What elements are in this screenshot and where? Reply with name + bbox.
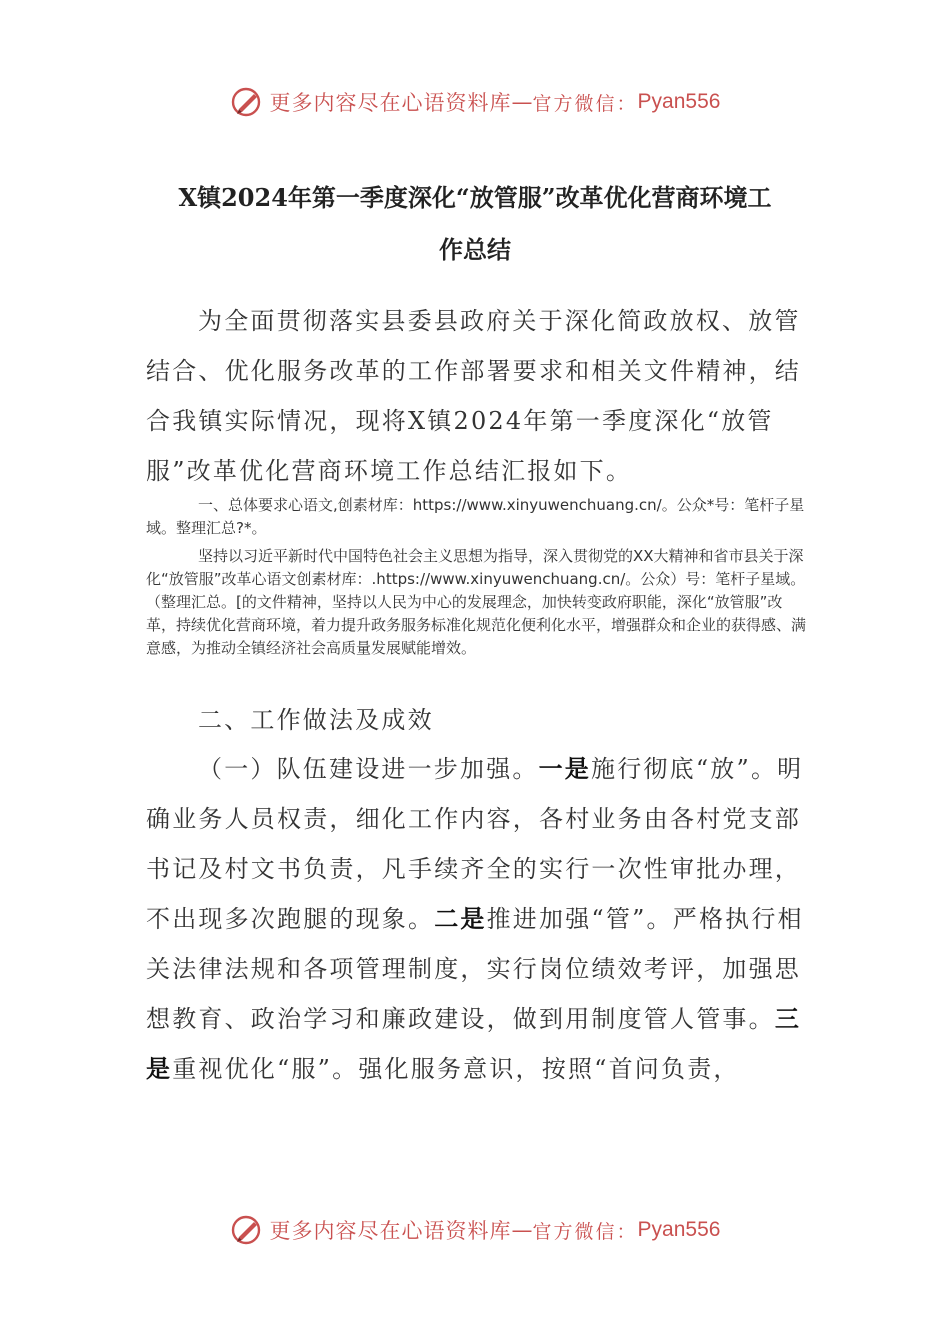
watermark-separator: — [511,90,533,114]
watermark-label: 官方微信： [532,92,638,115]
title-line-1: X镇2024年第一季度深化“放管服”改革优化营商环境工 [178,183,772,212]
watermark-header [0,82,950,122]
watermark-separator: — [511,1218,533,1242]
point-three-text: 重视优化“服”。强化服务意识，按照“首问负责， [172,1055,740,1083]
watermark-text: 更多内容尽在心语资料库 [269,91,512,115]
intro-paragraph: 为全面贯彻落实县委县政府关于深化简政放权、放管结合、优化服务改革的工作部署要求和相关文件精神，结合我镇实际情况，现将X镇2024年第一季度深化“放管服”改革优化营商环境工作总结汇报如下。 [146,307,801,485]
title-line-2: 作总结 [439,235,511,264]
point-two-text: 推进加强“管”。严格执行相关法律法规和各项管理制度，实行岗位绩效考评，加强思想教育、政治学习和廉政建设，做到用制度管人管事。 [146,905,804,1033]
section1-body: 坚持以习近平新时代中国特色社会主义思想为指导，深入贯彻党的XX大精神和省市县关于深化“放管服”改革心语文创素材库：.https://www.xinyuwenchuang.cn/。公众）号：笔杆子星域。（整理汇总。[的文件精神，坚持以人民为中心的发展理念，加快转变政府职能，深化“放管服”改革，持续优化营商环境，着力提升政务服务标准化规范化便利化水平，增强群众和企业的获得感、满意感，为推动全镇经济社会高质量发展赋能增效。 [146,547,807,657]
subsection1-paragraph [146,744,806,1094]
watermark-wechat-id: Pyan556 [637,1218,721,1241]
point-one-text: 施行彻底“放”。明确业务人员权责，细化工作内容，各村业务由各村党支部书记及村文书负责，凡手续齐全的实行一次性审批办理，不出现多次跑腿的现象。 [146,755,804,933]
point-three-label: 三是 [146,1004,802,1083]
point-one-label: 一是 [538,754,592,783]
watermark-footer [0,1210,950,1250]
pen-logo-icon [230,1213,264,1247]
subsection1-lead: （一）队伍建设进一步加强。 [198,755,539,783]
document-title [120,172,830,276]
point-two-label: 二是 [434,904,487,933]
pen-logo-icon [230,85,264,119]
section1-heading: 一、总体要求心语文,创素材库：https://www.xinyuwenchuang.cn/。公众*号：笔杆子星域。整理汇总?*。 [146,496,805,537]
watermark-label: 官方微信： [532,1220,638,1243]
section2-heading: 二、工作做法及成效 [198,706,434,734]
watermark-text: 更多内容尽在心语资料库 [269,1219,512,1243]
watermark-wechat-id: Pyan556 [637,90,721,113]
